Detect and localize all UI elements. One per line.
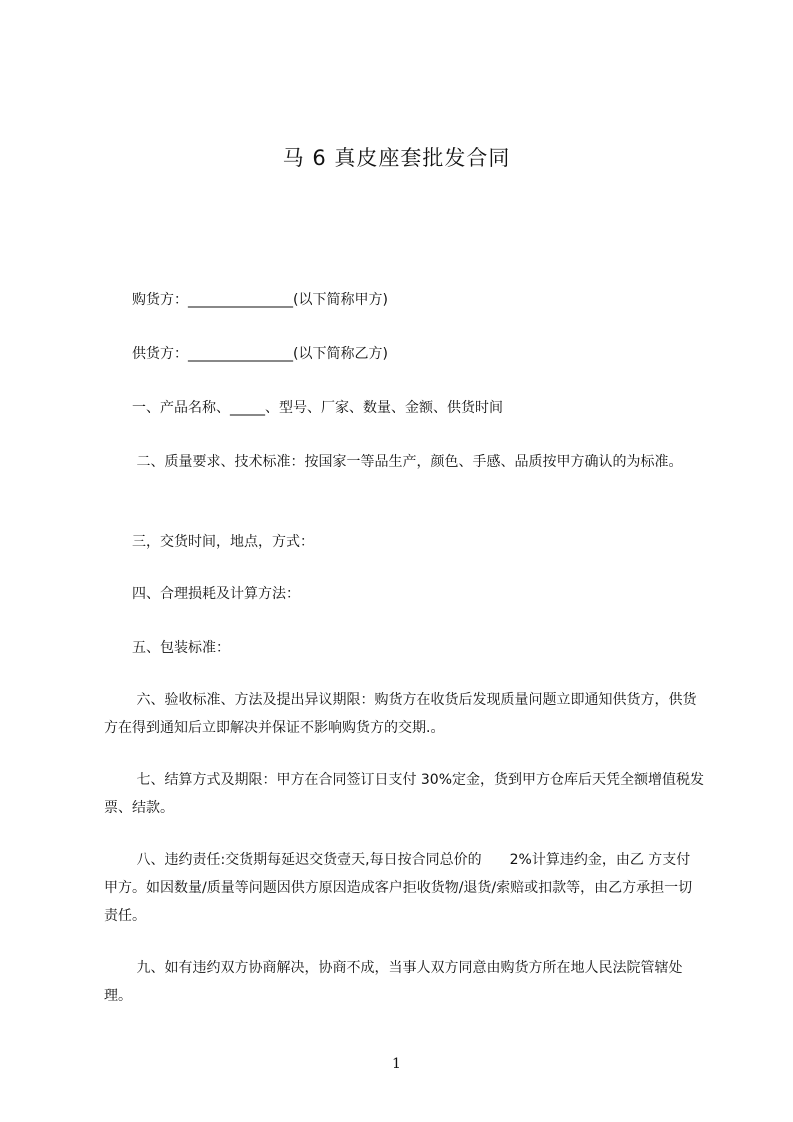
document-title: 马 6 真皮座套批发合同 [282,146,511,170]
page-number: 1 [392,1056,401,1072]
clause-7: 七、结算方式及期限：甲方在合同签订日支付 30%定金，货到甲方仓库后天凭全额增值税发票、结款。 [104,772,705,816]
clause-8: 八、违约责任:交货期每延迟交货壹天,每日按合同总价的 2%计算违约金，由乙 方支付甲方。如因数量/质量等问题因供方原因造成客户拒收货物/退货/索赔或扣款等，由乙方承担一切责任。 [104,852,693,924]
clause-5: 五、包装标准： [104,640,230,656]
clause-2: 二、质量要求、技术标准：按国家一等品生产，颜色、手感、品质按甲方确认的为标准。 [104,454,683,470]
clause-3: 三，交货时间，地点，方式： [104,534,314,550]
clause-9: 九、如有违约双方协商解决，协商不成，当事人双方同意由购货方所在地人民法院管辖处理。 [104,960,683,1004]
clause-6: 六、验收标准、方法及提出异议期限：购货方在收货后发现质量问题立即通知供货方，供货方在得到通知后立即解决并保证不影响购货方的交期.。 [104,692,697,736]
clause-1: 一、产品名称、_____、型号、厂家、数量、金额、供货时间 [104,400,503,416]
clause-4: 四、合理损耗及计算方法： [104,586,300,602]
buyer-line: 购货方：_______________(以下简称甲方) [104,292,388,308]
supplier-line: 供货方：_______________(以下简称乙方) [104,346,388,362]
